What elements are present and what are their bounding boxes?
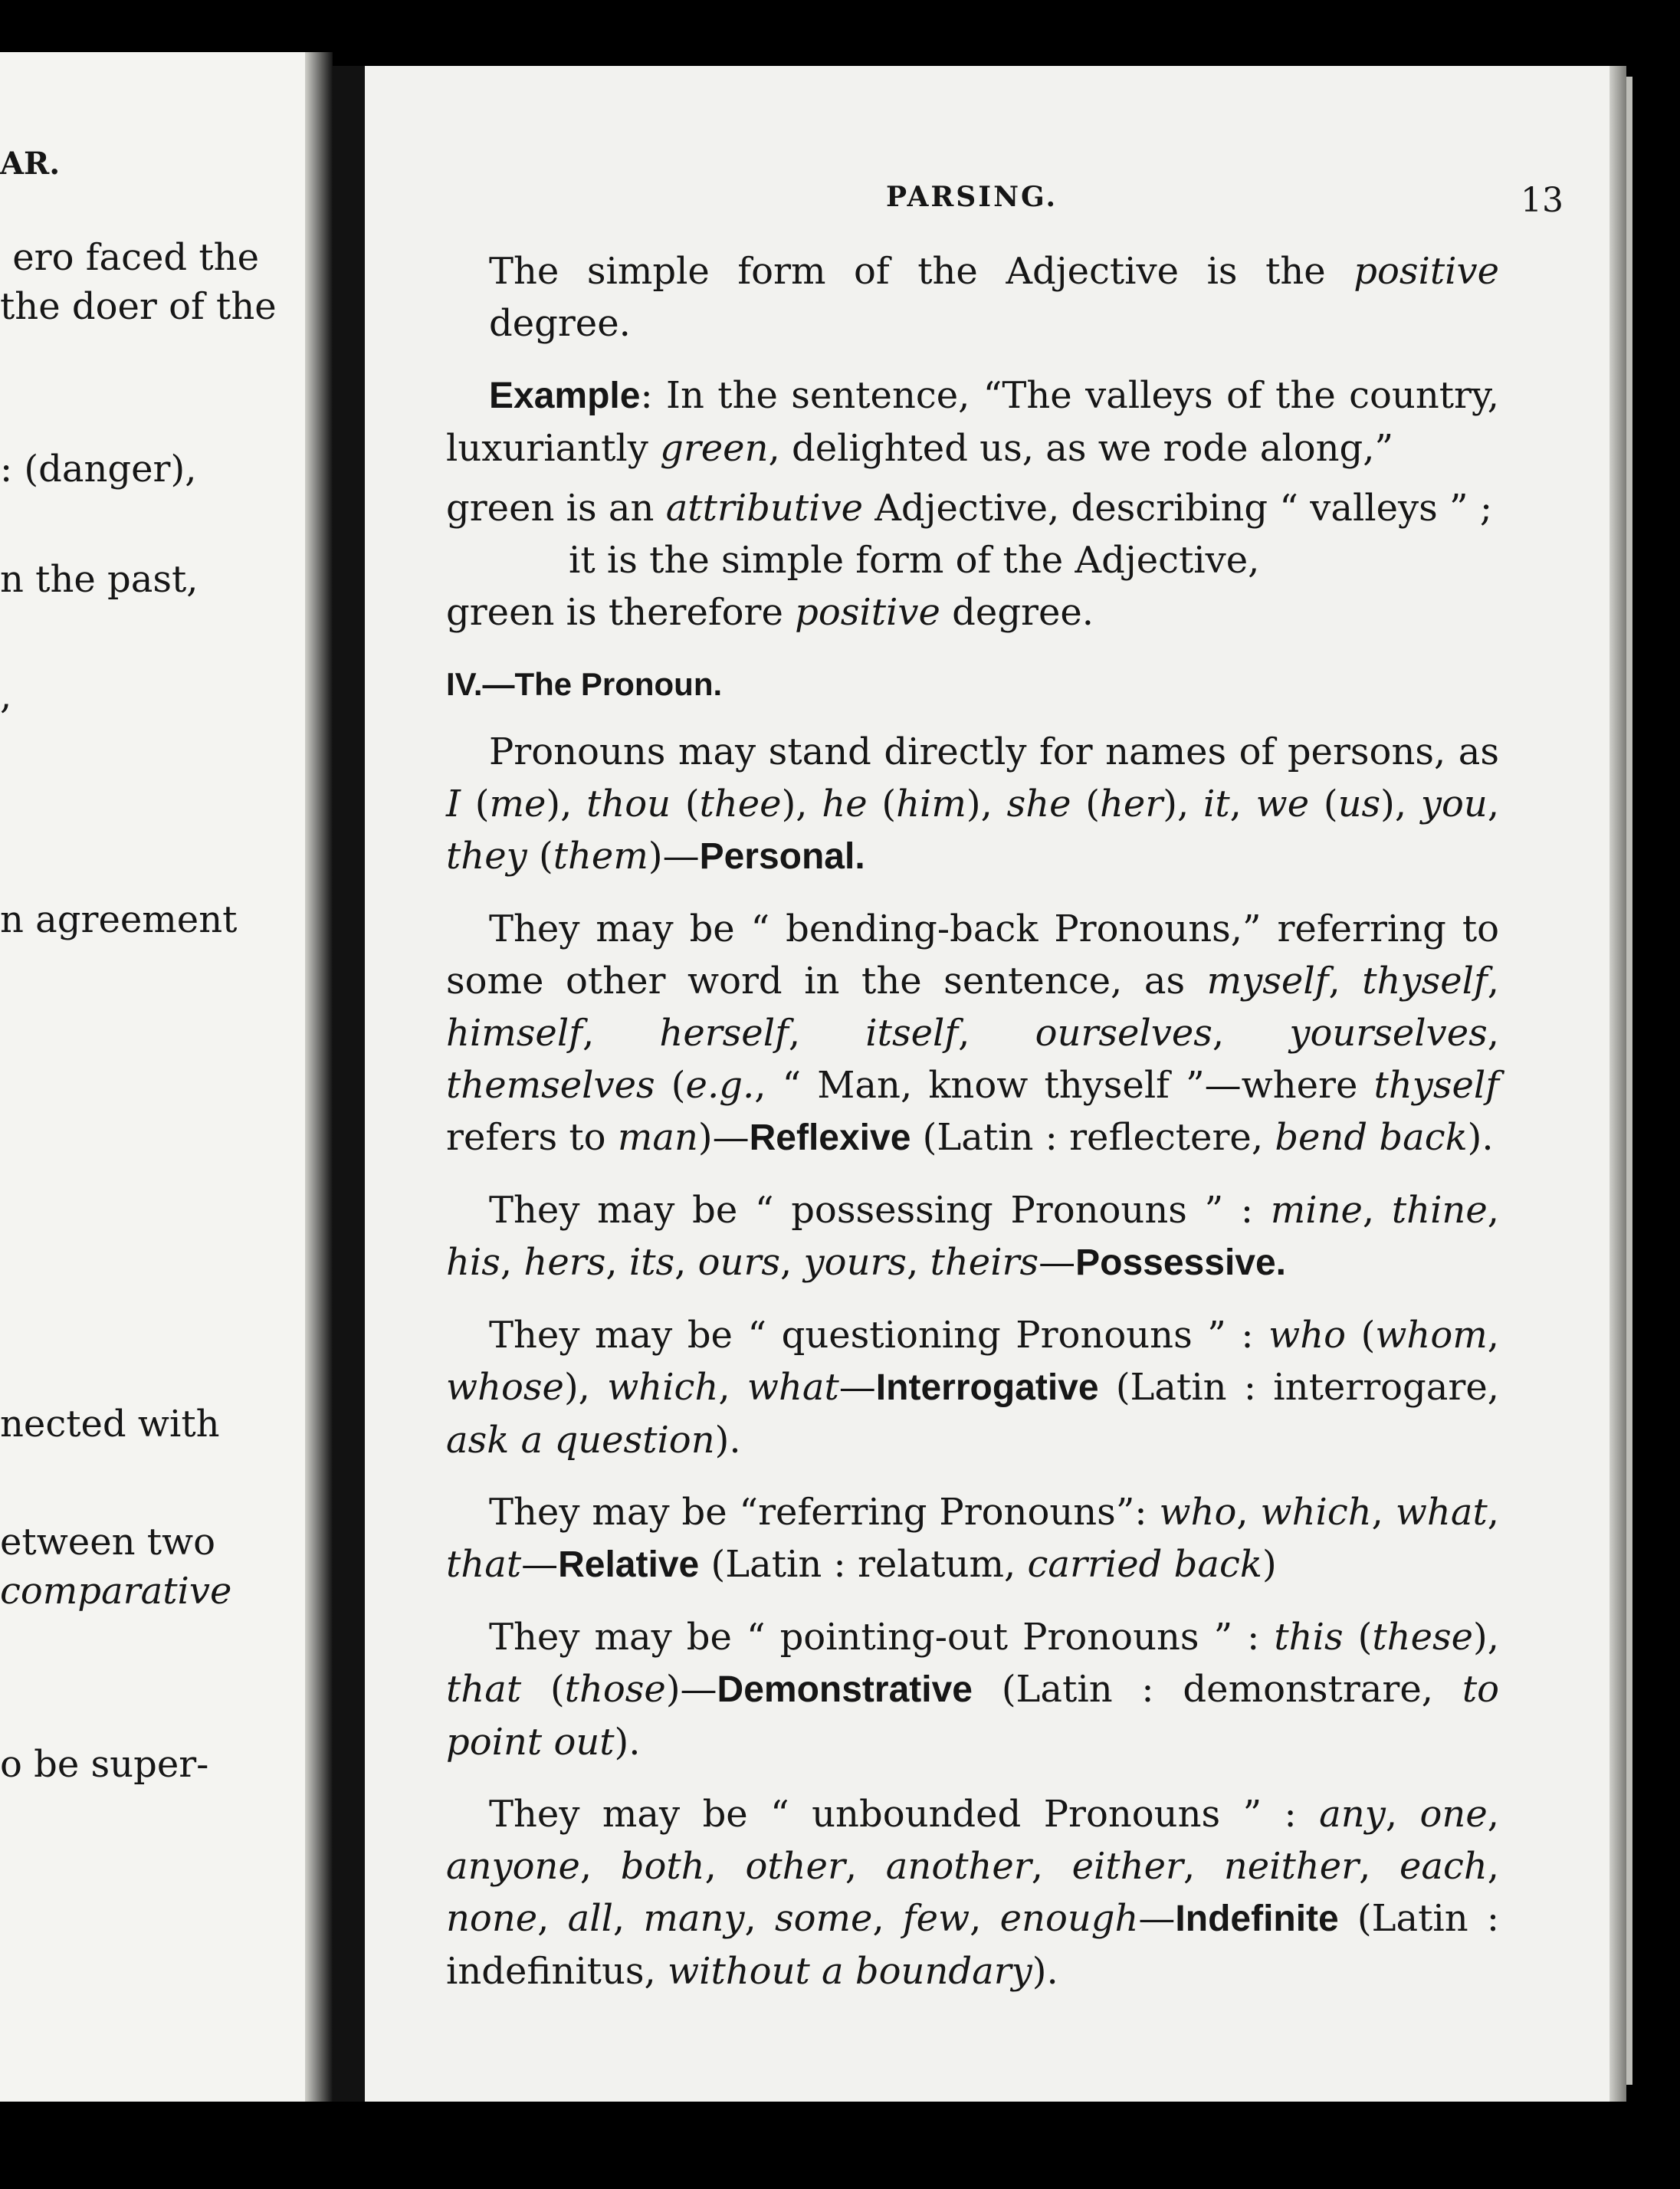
right-page <box>365 66 1609 2102</box>
label-possessive: Possessive. <box>1075 1242 1286 1283</box>
paragraph-reflexive: They may be “ bending-back Pronouns,” referring to some other word in the sentence, as myself, thyself, himself, herself, itself, ourselves, yourselves, themselves (e.g., “ Man, know thyself ”—where thyself refers to man)—Reflexive (Latin : reflectere, bend back). <box>446 907 1500 1159</box>
page-number: 13 <box>1521 181 1564 220</box>
left-fragment: o be super- <box>0 1743 209 1786</box>
left-fragment: : (danger), <box>0 448 197 491</box>
left-page <box>0 52 305 2102</box>
example-label: Example <box>489 376 641 416</box>
paragraph-example: Example: In the sentence, “The valleys of the country, luxuriantly green, delighted us, as we rode along,” <box>446 374 1499 470</box>
gutter-shadow <box>305 52 333 2102</box>
running-head: PARSING. <box>886 181 1058 213</box>
label-reflexive: Reflexive <box>749 1117 911 1158</box>
example-line-1: green is an attributive Adjective, describing “ valleys ” ; <box>446 487 1493 530</box>
paragraph-demonstrative: They may be “ pointing-out Pronouns ” : this (these), that (those)—Demonstrative (Latin : demonstrare, to point out). <box>446 1616 1500 1764</box>
paragraph-possessive: They may be “ possessing Pronouns ” : mine, thine, his, hers, its, ours, yours, theirs—Possessive. <box>446 1189 1499 1284</box>
paragraph-personal: Pronouns may stand directly for names of persons, as I (me), thou (thee), he (him), she (her), it, we (us), you, they (them)—Personal. <box>446 730 1500 878</box>
gutter <box>333 66 365 2102</box>
left-fragment: nected with <box>0 1403 220 1446</box>
left-fragment: , <box>0 674 12 717</box>
example-line-3: green is therefore positive degree. <box>446 591 1094 634</box>
page-edge <box>1609 66 1626 2102</box>
page-body <box>446 245 1499 2017</box>
label-interrogative: Interrogative <box>875 1367 1099 1408</box>
paragraph-positive-degree: The simple form of the Adjective is the positive degree. <box>489 250 1499 345</box>
paragraph-indefinite: They may be “ unbounded Pronouns ” : any, one, anyone, both, other, another, either, neither, each, none, all, many, some, few, enough—Indefinite (Latin : indefinitus, without a boundary). <box>446 1793 1500 1993</box>
paragraph-interrogative: They may be “ questioning Pronouns ” : who (whom, whose), which, what—Interrogative (Latin : interrogare, ask a question). <box>446 1314 1500 1462</box>
page-edge-inner <box>1626 77 1632 2085</box>
paragraph-relative: They may be “referring Pronouns”: who, which, what, that—Relative (Latin : relatum, carried back) <box>446 1491 1500 1586</box>
label-indefinite: Indefinite <box>1175 1899 1339 1939</box>
page-header <box>365 181 1609 227</box>
label-demonstrative: Demonstrative <box>717 1669 973 1710</box>
left-fragment: AR. <box>0 146 61 182</box>
left-fragment: n agreement <box>0 898 238 941</box>
left-fragment: comparative <box>0 1570 232 1613</box>
section-heading: IV.—The Pronoun. <box>446 666 723 702</box>
left-fragment: etween two <box>0 1521 216 1564</box>
left-fragment: the doer of the <box>0 285 277 328</box>
left-fragment: ero faced the <box>12 236 259 279</box>
left-fragment: n the past, <box>0 558 199 601</box>
example-line-2: it is the simple form of the Adjective, <box>569 539 1260 582</box>
label-relative: Relative <box>558 1544 700 1585</box>
label-personal: Personal. <box>699 836 865 877</box>
